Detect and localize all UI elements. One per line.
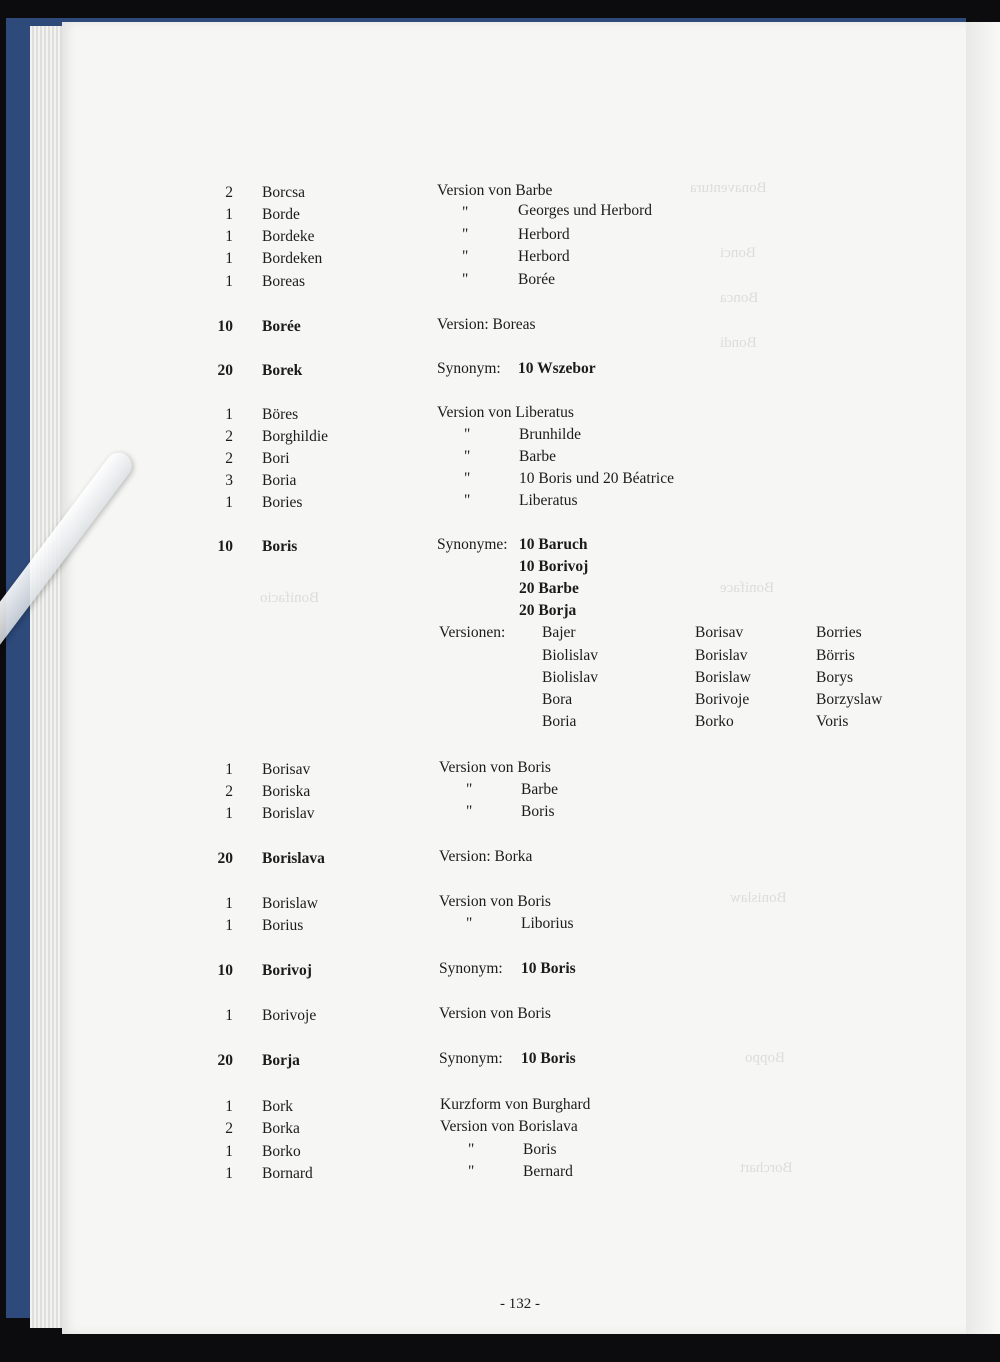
- version-item: Borko: [695, 713, 734, 730]
- page-edge: [966, 22, 1000, 1334]
- synonym-label: Synonym:: [439, 1050, 503, 1067]
- entry-name: Bordeke: [262, 228, 315, 245]
- ditto-mark: ": [464, 492, 471, 509]
- entry-frequency: 10: [217, 538, 233, 555]
- entry-frequency: 2: [225, 428, 233, 445]
- entry-name: Borka: [262, 1120, 300, 1137]
- entry-name: Borde: [262, 206, 300, 223]
- entry-name: Borcsa: [262, 184, 306, 201]
- entry-name: Borghildie: [262, 428, 329, 445]
- entry-frequency: 20: [217, 362, 233, 379]
- ditto-mark: ": [462, 248, 469, 265]
- entry-frequency: 1: [225, 1143, 233, 1160]
- entry-name: Borja: [262, 1052, 300, 1069]
- entry-frequency: 20: [217, 850, 233, 867]
- entry-relation: Version von Boris: [439, 759, 551, 776]
- synonym-item: 20 Barbe: [519, 580, 579, 597]
- entry-relation: Version von Liberatus: [437, 404, 574, 421]
- entry-relation: Bernard: [523, 1163, 573, 1180]
- ghost-text: Borchart: [740, 1160, 793, 1176]
- entry-relation: Liberatus: [519, 492, 578, 509]
- ditto-mark: ": [462, 226, 469, 243]
- ditto-mark: ": [466, 781, 473, 798]
- ghost-text: Bonca: [720, 290, 759, 306]
- entry-name: Böres: [262, 406, 299, 423]
- synonym-item: 20 Borja: [519, 602, 577, 619]
- version-item: Borivoje: [695, 691, 750, 708]
- entry-relation: Boris: [523, 1141, 557, 1158]
- ditto-mark: ": [468, 1141, 475, 1158]
- ditto-mark: ": [466, 915, 473, 932]
- version-item: Boria: [542, 713, 577, 730]
- entry-relation: Version: Borka: [439, 848, 533, 865]
- entry-name: Bordeken: [262, 250, 323, 267]
- ditto-mark: ": [464, 426, 471, 443]
- entry-name: Borivoje: [262, 1007, 317, 1024]
- entry-frequency: 1: [225, 1098, 233, 1115]
- entry-frequency: 2: [225, 783, 233, 800]
- entry-name: Borislav: [262, 805, 315, 822]
- entry-name: Borko: [262, 1143, 301, 1160]
- entry-frequency: 1: [225, 917, 233, 934]
- entry-name: Borek: [262, 362, 303, 379]
- version-item: Borisav: [695, 624, 744, 641]
- version-item: Borislav: [695, 647, 748, 664]
- entry-relation: Herbord: [518, 226, 570, 243]
- entry-name: Bories: [262, 494, 303, 511]
- entry-frequency: 1: [225, 1165, 233, 1182]
- ghost-text: Bonci: [720, 245, 756, 261]
- entry-name: Bori: [262, 450, 290, 467]
- entry-name: Bornard: [262, 1165, 313, 1182]
- entry-frequency: 3: [225, 472, 233, 489]
- ditto-mark: ": [464, 470, 471, 487]
- entry-frequency: 1: [225, 1007, 233, 1024]
- entry-relation: Barbe: [521, 781, 559, 798]
- ditto-mark: ": [464, 448, 471, 465]
- synonym-item: 10 Baruch: [519, 536, 588, 553]
- entry-frequency: 1: [225, 228, 233, 245]
- version-item: Bora: [542, 691, 573, 708]
- entry-relation: Version: Boreas: [437, 316, 536, 333]
- entry-relation: 10 Boris und 20 Béatrice: [519, 470, 674, 487]
- ditto-mark: ": [462, 204, 469, 221]
- entry-frequency: 2: [225, 184, 233, 201]
- entry-frequency: 1: [225, 250, 233, 267]
- version-item: Borys: [816, 669, 854, 686]
- entry-relation: 10 Boris: [521, 960, 576, 977]
- entry-frequency: 1: [225, 494, 233, 511]
- ghost-text: Bonislaw: [730, 890, 787, 906]
- entry-relation: Version von Boris: [439, 1005, 551, 1022]
- entry-relation: Version von Barbe: [437, 182, 553, 199]
- version-item: Borislaw: [695, 669, 751, 686]
- ghost-text: Bonifacio: [260, 590, 320, 606]
- entry-relation: Barbe: [519, 448, 557, 465]
- entry-relation: Herbord: [518, 248, 570, 265]
- synonym-item: 10 Borivoj: [519, 558, 589, 575]
- entry-relation: Boris: [521, 803, 555, 820]
- entry-name: Bork: [262, 1098, 293, 1115]
- version-item: Borzyslaw: [816, 691, 883, 708]
- entry-frequency: 10: [217, 962, 233, 979]
- entry-frequency: 1: [225, 406, 233, 423]
- ghost-text: Bondi: [720, 335, 757, 351]
- versions-label: Versionen:: [439, 624, 506, 641]
- ghost-text: Boppo: [745, 1050, 786, 1066]
- entry-relation: Kurzform von Burghard: [440, 1096, 591, 1113]
- version-item: Börris: [816, 647, 855, 664]
- entry-relation: Georges und Herbord: [518, 202, 653, 219]
- page-number: - 132 -: [500, 1296, 540, 1312]
- synonym-label: Synonym:: [439, 960, 503, 977]
- entry-name: Borivoj: [262, 962, 312, 979]
- entry-name: Boris: [262, 538, 298, 555]
- version-item: Biolislav: [542, 669, 598, 686]
- version-item: Biolislav: [542, 647, 598, 664]
- entry-name: Boreas: [262, 273, 306, 290]
- version-item: Bajer: [542, 624, 576, 641]
- entry-name: Boria: [262, 472, 297, 489]
- entry-frequency: 1: [225, 761, 233, 778]
- entry-frequency: 1: [225, 805, 233, 822]
- entry-frequency: 1: [225, 273, 233, 290]
- version-item: Borries: [816, 624, 862, 641]
- entry-frequency: 20: [217, 1052, 233, 1069]
- entry-name: Borée: [262, 318, 301, 335]
- ghost-text: Boniface: [720, 580, 775, 596]
- entry-frequency: 1: [225, 895, 233, 912]
- entry-relation: Liborius: [521, 915, 574, 932]
- entry-relation: Brunhilde: [519, 426, 581, 443]
- entry-name: Borislaw: [262, 895, 318, 912]
- entry-relation: Version von Boris: [439, 893, 551, 910]
- ditto-mark: ": [468, 1163, 475, 1180]
- ghost-text: Bonaventura: [690, 180, 767, 196]
- entry-frequency: 2: [225, 1120, 233, 1137]
- entry-frequency: 2: [225, 450, 233, 467]
- entry-name: Borisav: [262, 761, 311, 778]
- entry-name: Boriska: [262, 783, 311, 800]
- entry-frequency: 10: [217, 318, 233, 335]
- entry-relation: 10 Boris: [521, 1050, 576, 1067]
- ditto-mark: ": [466, 803, 473, 820]
- entry-frequency: 1: [225, 206, 233, 223]
- entry-relation: Version von Borislava: [440, 1118, 578, 1135]
- entry-name: Borius: [262, 917, 304, 934]
- version-item: Voris: [816, 713, 849, 730]
- synonym-label: Synonym:: [437, 360, 501, 377]
- ditto-mark: ": [462, 271, 469, 288]
- synonyms-label: Synonyme:: [437, 536, 508, 553]
- entry-relation: Borée: [518, 271, 556, 288]
- entry-relation: 10 Wszebor: [518, 360, 596, 377]
- entry-name: Borislava: [262, 850, 325, 867]
